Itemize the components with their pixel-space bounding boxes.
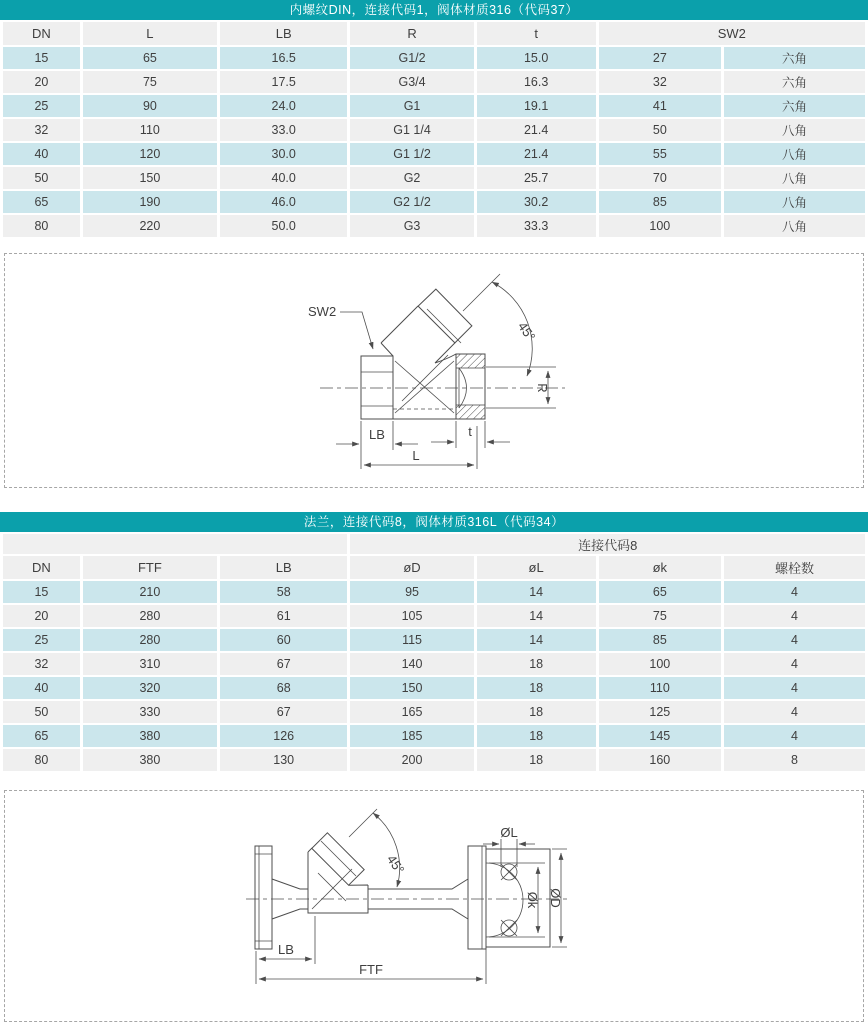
- valve-outline: [246, 833, 568, 949]
- column-header: SW2: [599, 22, 865, 45]
- bolt-hole: [501, 864, 517, 880]
- dim-label-sw2: SW2: [308, 304, 337, 319]
- table-cell: 130: [220, 749, 347, 771]
- table-cell: 25: [3, 629, 80, 651]
- table-row: [3, 95, 865, 117]
- table-cell: 190: [83, 191, 217, 213]
- table-row: [3, 215, 865, 237]
- table-cell: 55: [599, 143, 721, 165]
- table-cell: 95: [350, 581, 473, 603]
- table-cell: 110: [83, 119, 217, 141]
- table-cell: 八角: [724, 167, 865, 189]
- table-cell: 六角: [724, 47, 865, 69]
- dim-label-lb: LB: [369, 427, 385, 442]
- table-cell: 70: [599, 167, 721, 189]
- dim-label-lb: LB: [278, 942, 294, 957]
- column-header: DN: [3, 556, 80, 579]
- table-cell: 80: [3, 215, 80, 237]
- table-row: [3, 749, 865, 771]
- table-cell: 25.7: [477, 167, 596, 189]
- table-cell: G2: [350, 167, 473, 189]
- right-flange: [468, 846, 486, 949]
- column-header: t: [477, 22, 596, 45]
- table-cell: 40: [3, 677, 80, 699]
- table-cell: 380: [83, 749, 217, 771]
- column-header: LB: [220, 556, 347, 579]
- column-header: DN: [3, 22, 80, 45]
- table-row: [3, 167, 865, 189]
- table-cell: 17.5: [220, 71, 347, 93]
- table-row: [3, 605, 865, 627]
- table-cell: 33.0: [220, 119, 347, 141]
- table-cell: 4: [724, 677, 865, 699]
- table-cell: 65: [599, 581, 721, 603]
- table-cell: 50.0: [220, 215, 347, 237]
- section-flanged: [0, 512, 868, 773]
- table-cell: 40: [3, 143, 80, 165]
- table-cell: 16.3: [477, 71, 596, 93]
- hex-nut: [361, 356, 393, 419]
- table-cell: G1: [350, 95, 473, 117]
- table-cell: 18: [477, 653, 596, 675]
- table2-body: [3, 581, 865, 771]
- table-cell: 85: [599, 191, 721, 213]
- table-cell: 126: [220, 725, 347, 747]
- dim-label-od: ØD: [548, 888, 563, 908]
- dimensions: [256, 809, 567, 984]
- table-row: [3, 653, 865, 675]
- column-header: øk: [599, 556, 721, 579]
- table1-head: [3, 22, 865, 45]
- table-cell: 六角: [724, 95, 865, 117]
- spec-table-threaded: [0, 20, 868, 239]
- table-cell: 32: [3, 119, 80, 141]
- table-row: [3, 191, 865, 213]
- dim-label-l: L: [412, 448, 420, 463]
- table-row: [3, 119, 865, 141]
- table-cell: 15: [3, 581, 80, 603]
- table1-body: [3, 47, 865, 237]
- table-cell: 65: [3, 191, 80, 213]
- spec-table-flanged: [0, 532, 868, 773]
- column-header: R: [350, 22, 473, 45]
- table-cell: 330: [83, 701, 217, 723]
- table-cell: 140: [350, 653, 473, 675]
- table-cell: 150: [350, 677, 473, 699]
- valve-outline: [320, 289, 565, 419]
- table-cell: 310: [83, 653, 217, 675]
- table-cell: 320: [83, 677, 217, 699]
- table-row: [3, 725, 865, 747]
- table2-title: 法兰，连接代码8，阀体材质316L（代码34）: [0, 512, 868, 532]
- threaded-valve-diagram: [5, 254, 863, 487]
- table-cell: 75: [599, 605, 721, 627]
- table-cell: 八角: [724, 119, 865, 141]
- left-flange: [255, 846, 272, 949]
- table-cell: 八角: [724, 191, 865, 213]
- table-cell: 58: [220, 581, 347, 603]
- table-cell: 六角: [724, 71, 865, 93]
- header-row: [3, 556, 865, 579]
- table-cell: 200: [350, 749, 473, 771]
- table-cell: 50: [599, 119, 721, 141]
- table-cell: 21.4: [477, 119, 596, 141]
- table-cell: 105: [350, 605, 473, 627]
- table-cell: 150: [83, 167, 217, 189]
- table-cell: 115: [350, 629, 473, 651]
- table-cell: 27: [599, 47, 721, 69]
- table-cell: 50: [3, 167, 80, 189]
- table-cell: 75: [83, 71, 217, 93]
- table-cell: 15.0: [477, 47, 596, 69]
- table-cell: 15: [3, 47, 80, 69]
- table-row: [3, 581, 865, 603]
- column-header: 螺栓数: [724, 556, 865, 579]
- table-cell: 16.5: [220, 47, 347, 69]
- table-cell: 185: [350, 725, 473, 747]
- table-cell: 20: [3, 71, 80, 93]
- column-header: FTF: [83, 556, 217, 579]
- table-cell: 4: [724, 605, 865, 627]
- table-cell: 60: [220, 629, 347, 651]
- table-row: [3, 71, 865, 93]
- table-cell: 380: [83, 725, 217, 747]
- column-header: øL: [477, 556, 596, 579]
- table-cell: 33.3: [477, 215, 596, 237]
- group-header-label: 连接代码8: [350, 534, 865, 554]
- table-cell: G1 1/4: [350, 119, 473, 141]
- dim-label-ftf: FTF: [359, 962, 383, 977]
- table-cell: 18: [477, 677, 596, 699]
- table-cell: 30.2: [477, 191, 596, 213]
- table-cell: 14: [477, 629, 596, 651]
- table-row: [3, 677, 865, 699]
- table-cell: 18: [477, 701, 596, 723]
- group-header-row: [3, 534, 865, 554]
- table-cell: 4: [724, 629, 865, 651]
- table-cell: G3/4: [350, 71, 473, 93]
- table-cell: 32: [599, 71, 721, 93]
- column-header: L: [83, 22, 217, 45]
- table-cell: 110: [599, 677, 721, 699]
- table-cell: 80: [3, 749, 80, 771]
- header-row: [3, 22, 865, 45]
- dim-label-ol: ØL: [500, 825, 518, 840]
- table-cell: 30.0: [220, 143, 347, 165]
- table-cell: G1 1/2: [350, 143, 473, 165]
- table-cell: 165: [350, 701, 473, 723]
- table-cell: 20: [3, 605, 80, 627]
- dim-label-t: t: [468, 424, 472, 439]
- table-cell: 24.0: [220, 95, 347, 117]
- table-cell: 19.1: [477, 95, 596, 117]
- table-cell: 280: [83, 605, 217, 627]
- table-cell: 280: [83, 629, 217, 651]
- table-cell: 八角: [724, 143, 865, 165]
- flanged-valve-diagram: [5, 791, 863, 1021]
- table-cell: 4: [724, 725, 865, 747]
- table-row: [3, 701, 865, 723]
- table-cell: 125: [599, 701, 721, 723]
- section-threaded-din: [0, 0, 868, 239]
- table-cell: 68: [220, 677, 347, 699]
- table-cell: 145: [599, 725, 721, 747]
- table-cell: 4: [724, 701, 865, 723]
- table-cell: 40.0: [220, 167, 347, 189]
- table-cell: 4: [724, 581, 865, 603]
- table-cell: G2 1/2: [350, 191, 473, 213]
- table-cell: G3: [350, 215, 473, 237]
- dim-label-angle: 45°: [383, 852, 408, 877]
- table-cell: 14: [477, 605, 596, 627]
- column-header: LB: [220, 22, 347, 45]
- strainer-cap: [312, 833, 364, 885]
- dim-label-ok: Øk: [525, 891, 540, 909]
- table-cell: 210: [83, 581, 217, 603]
- table-cell: 90: [83, 95, 217, 117]
- threaded-valve-diagram-box: [4, 253, 864, 488]
- table-row: [3, 47, 865, 69]
- table-cell: 41: [599, 95, 721, 117]
- table-cell: 25: [3, 95, 80, 117]
- table-cell: 67: [220, 653, 347, 675]
- strainer-cap: [418, 289, 472, 343]
- table-cell: 100: [599, 653, 721, 675]
- table-cell: 八角: [724, 215, 865, 237]
- table-cell: 21.4: [477, 143, 596, 165]
- dim-label-angle: 45°: [514, 319, 539, 344]
- flanged-valve-diagram-box: [4, 790, 864, 1022]
- table-row: [3, 143, 865, 165]
- table-cell: 100: [599, 215, 721, 237]
- table-cell: 61: [220, 605, 347, 627]
- group-header-blank: [3, 534, 347, 554]
- table-cell: 67: [220, 701, 347, 723]
- table-cell: 18: [477, 725, 596, 747]
- column-header: øD: [350, 556, 473, 579]
- dim-label-r: R: [535, 383, 550, 393]
- table-cell: 50: [3, 701, 80, 723]
- table-cell: 18: [477, 749, 596, 771]
- table-cell: 8: [724, 749, 865, 771]
- table2-head: [3, 534, 865, 579]
- table-cell: 14: [477, 581, 596, 603]
- table-cell: G1/2: [350, 47, 473, 69]
- table-cell: 46.0: [220, 191, 347, 213]
- table-cell: 65: [83, 47, 217, 69]
- table-cell: 220: [83, 215, 217, 237]
- table-cell: 65: [3, 725, 80, 747]
- bolt-hole: [501, 920, 517, 936]
- table1-title: 内螺纹DIN，连接代码1，阀体材质316（代码37）: [0, 0, 868, 20]
- table-cell: 85: [599, 629, 721, 651]
- table-cell: 4: [724, 653, 865, 675]
- table-cell: 120: [83, 143, 217, 165]
- table-row: [3, 629, 865, 651]
- table-cell: 32: [3, 653, 80, 675]
- table-cell: 160: [599, 749, 721, 771]
